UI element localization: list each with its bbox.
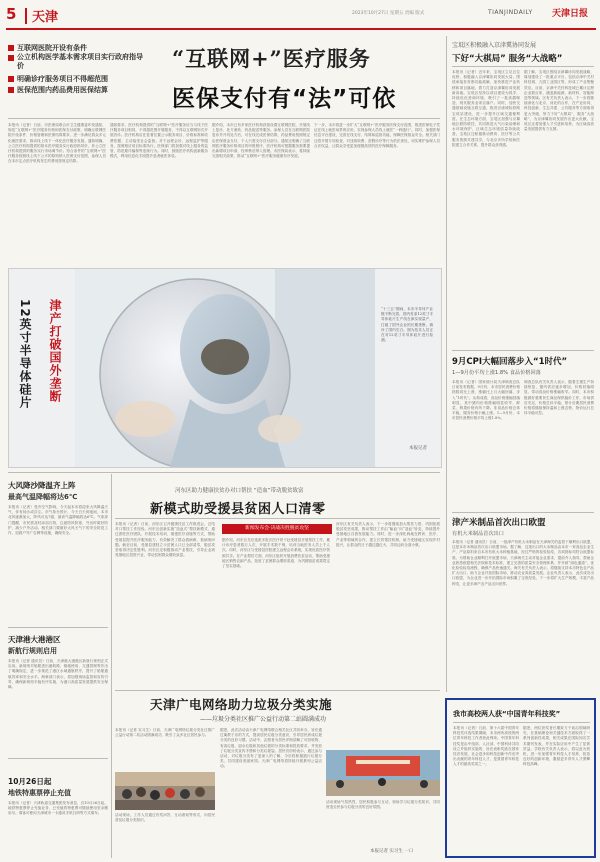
right-body-column: 本报讯（记者）近年来，宝坻区立足区位优势，积极融入京津冀协同发展大局，围绕承接非首都功能疏解，加快推进产业转移和项目落地，着力打造京津冀协同发展新高地。宝坻区坚持以项目建设为抓手，持续优化营商环境，吸引了一批高端制造、现代服务业项目落户。同时，加快交通基础设施互联互通，推进京唐城际铁路宝坻站建设，进一步提升区域交通便利度。在生态环境方面，宝坻区加强与京冀地区联防联控，共同推进大气污染治理和水环境保护，区域生态环境质量持续改善。宝坻区还积极推动教育、医疗等公共服务资源共建共享，与北京多所学校和医院建立合作关系，提升群众获得感。 bbox=[452, 70, 520, 147]
right-subhead-2: 1—9月份平均上涨1.8% 食品价格回落 bbox=[452, 370, 541, 376]
photo-caption: “十三五”期间，本市半导体产业链不断完善，国内首条12英寸半导体硅片生产线在津实现量产，打破了国外企业的长期垄断，填补了国内空白。图为技术人员正在对12英寸半导体硅片进行检测。 bbox=[381, 307, 433, 343]
left-rule bbox=[8, 627, 108, 628]
lead-body-column: 本报讯（记者）日前，市医保局联合市卫生健康委印发通知，规范“互联网+”医疗服务价格和医保支付政策，明确互联网医院开设条件、价格管理和医保结算要求，进一步满足群众多元化就医需求，推动线上线下一体化医疗服务发展。通知明确，公立医疗机构提供的基本医疗服务实行政府指导价，非公立医疗机构提供的服务实行市场调节价。符合条件的“互联网+”医疗服务按照线上线下公平的原则纳入医保支付范围，参保人员在本市定点医疗机构发生的费用按规定结算。 bbox=[8, 123, 106, 164]
boxed-headline: 我市高校两人获“中国青年科技奖” bbox=[453, 710, 561, 718]
left-headline-2: 天津港大港港区 bbox=[8, 635, 61, 644]
left-headline-1: 大风降沙降温齐上阵 bbox=[8, 481, 76, 490]
right-kicker-1: 宝坻区积极融入京津冀协同发展 bbox=[452, 42, 537, 49]
middle-rule bbox=[115, 518, 440, 519]
left-subhead-1: 最高气温降幅将达6℃ bbox=[8, 493, 78, 501]
page-number: 5 bbox=[6, 5, 17, 23]
paper-name-en: TIANJINDAILY bbox=[488, 9, 533, 16]
section-separator bbox=[452, 350, 594, 351]
boxed-story bbox=[445, 698, 596, 858]
square-bullet-icon bbox=[8, 45, 14, 51]
photo-frame bbox=[8, 268, 442, 468]
masthead bbox=[0, 0, 600, 32]
square-bullet-icon bbox=[8, 87, 14, 93]
middle-body-column: 河东区有关负责人表示，下一步将继续加大帮扶力度，巩固拓展脱贫攻坚成果，推动帮扶工作由“输血”向“造血”转变，持续提升受援地区自我发展能力。同时，进一步深化两地在教育、医疗、产业等领域的合作，建立长效帮扶机制，助力受援地区实现乡村振兴，让群众的日子越过越红火，共同迈向全面小康。 bbox=[336, 522, 440, 547]
boxed-body-column: 本报讯（记者）日前，第十六届中国青年科技奖评选结果揭晓，本市两所高校的两位青年科技工作者获此殊荣。中国青年科技奖是由中组部、人社部、中国科协共同设立并组织实施的，旨在表彰奖励在国家经济发展、社会进步和科技创新中作出突出贡献的青年科技人才，是我国青年科技人才的最高奖项之一。 bbox=[453, 726, 519, 767]
photo-credit: 本报记者 bbox=[409, 446, 427, 451]
paper-logo: 天津日报 bbox=[552, 9, 589, 19]
bottom-headline: 天津广电网络助力垃圾分类实施 bbox=[150, 697, 333, 712]
lead-bullets bbox=[8, 42, 158, 95]
boxed-rule bbox=[453, 722, 590, 723]
right-body-column: 据了解，宝坻区围绕京津冀协同发展战略，谋划建设了一批重点平台，包括京津中关村科技城、九园工业园区等，形成了产业集聚效应。目前，京津中关村科技城已累计注册企业数百家，涵盖新能源、新材料、智能制造等领域。区有关负责人表示，下一步将继续深化与北京、河北的合作，在产业协同、科技创新、生态共建、公共服务等方面取得更大突破，努力下好“大棋局”，服务“大战略”，为京津冀协同发展作出更大贡献。宝坻区还将加强人才引进和培养，为区域高质量发展提供有力支撑。 bbox=[524, 70, 594, 132]
bottom-body-column: 本报讯（记者 实习生）日前，天津广电网络垃圾分类社区推广公益行动第二站活动圆满成功，吸引了众多社区居民参与。 bbox=[115, 728, 215, 738]
technician-goggles bbox=[201, 339, 249, 375]
bottom-body-column: 活动现场，工作人员通过有奖问答、互动游戏等形式，向居民普及垃圾分类知识。 bbox=[115, 813, 215, 823]
lead-body-column: 通知要求，医疗机构提供的“互联网+”医疗服务应当与线下医疗服务项目相同，不得超范围开展服务，不得以互联网形式开展首诊。医疗机构应在显著位置公示服务项目、价格标准和收费依据，主动接受社会监督。对于远程会诊、远程监护等服务，按照相应项目标准执行。医保部门将加强对线上服务的监管，防范欺诈骗保等违规行为。同时，鼓励医疗机构创新服务模式，利用信息化手段提升患者就医体验。 bbox=[110, 123, 208, 159]
middle-body-column: 本报讯（记者）日前，河东区召开健康扶贫工作推进会，总结对口帮扶工作经验。河东区创新实施“造血式”帮扶新模式，通过派驻医疗团队、开展技术培训、援建医疗设施等方式，帮助受援县提升医疗服务能力，有效解决了群众看病难、看病贵问题。截至目前，受援县建档立卡贫困人口已全部清零，脱贫攻坚取得决定性胜利。河东区还积极推动产业帮扶，引导企业到受援地区投资兴业，带动贫困群众增收致富。 bbox=[115, 522, 215, 558]
bottom-photo-credit: 本报记者 实习生 一口 bbox=[370, 849, 414, 854]
lead-bullet: 明确诊疗服务项目不得超范围 bbox=[8, 73, 158, 84]
wafer-inspection-photo bbox=[75, 269, 375, 467]
right-body-column: 调查总队有关负责人表示，随着生猪生产持续恢复，猪肉供应逐步增加，价格回落明显，带动食品价格涨幅收窄。同时，本市积极做好重要民生商品保供稳价工作，市场供应充足，价格总体平稳。预计后期居民消费价格将继续保持温和上涨态势，物价运行总体平稳可控。 bbox=[524, 380, 594, 416]
middle-body-column: 据介绍，河东区先后选派多批次医疗骨干赴受援县开展帮扶工作，累计诊疗患者数万人次，开展手术数千例，培训当地医务人员上千人次。同时，河东区与受援县医院建立远程会诊系统，实现优质医疗资源共享。在产业帮扶方面，河东区组织开展消费扶贫活动，帮助受援地区销售农副产品，拓宽了贫困群众增收渠道，为巩固脱贫成果奠定了坚实基础。 bbox=[222, 538, 330, 569]
vertical-headline-1: 津产打破国外垄断 bbox=[48, 299, 62, 403]
stage-event-photo bbox=[326, 750, 440, 796]
masthead-rule bbox=[6, 28, 596, 30]
gloved-hand bbox=[258, 415, 302, 443]
left-body-column: 本报讯（记者 通讯员）日前，天津港大港港区新航行规则正式启用。新规则对船舶进出港航路、锚地使用、交通管制等作出了明确规定，进一步规范了港区水域通航秩序，提升了船舶通航效率和安全水平。海事部门表示，将加强现场监管和宣传引导，确保新规则平稳有序实施，为港口高质量发展提供安全保障。 bbox=[8, 659, 108, 690]
bottom-subhead: ——垃圾分类社区推广公益行动第二站圆满成功 bbox=[200, 716, 327, 723]
middle-headline: 新模式助受援县贫困人口清零 bbox=[150, 502, 326, 517]
right-body-column: 本报讯（记者 通讯员）日前，一批津产有机大米制品在天津海关的监管下顺利出口欧盟，这是本市米制品首次出口欧盟市场。据了解，这批出口的大米制品由本市一家食品企业生产，产品原料来自本市有机大米种植基地，经过严格的检验检疫，各项指标均符合欧盟标准。为帮助企业顺利打开欧盟市场，天津海关主动对接企业需求，提前介入指导，帮助企业熟悉欧盟相关法规和技术标准，建立完善的质量安全管理体系，并开辟“绿色通道”，优化检验检疫流程，确保产品快速通关。海关有关负责人表示，将继续支持本市特色农产品扩大出口，助力企业开拓国际市场，推动农业高质量发展。企业负责人表示，此次成功出口欧盟，为企业进一步开拓国际市场积累了宝贵经验，下一步将扩大生产规模，丰富产品种类，让更多津产农产品走向世界。 bbox=[452, 540, 594, 586]
right-rule bbox=[452, 66, 594, 67]
left-body-column: 本报讯（记者）天津轨道交通集团发布消息，自10月26日起，地铁特惠票停止充值业务，已充值的特惠票可继续使用至余额用尽。乘客可使用天津城市一卡通或手机扫码等方式乘车。 bbox=[8, 801, 108, 816]
lead-body-column: 据介绍，本市已有多家医疗机构获批设置互联网医院，开展线上复诊、处方流转、药品配送等服务。参保人员在互联网医院复诊并开具处方后，可在线完成医保结算，药品费用按照规定由医保基金支付，个人只需支付自付部分。通知还明确了互联网医疗服务价格项目的申报程序，医疗机构可根据服务需要提出新增项目申请，经审核后纳入管理。市医保局表示，将持续完善相关政策，推动“互联网+”医疗服务健康有序发展。 bbox=[212, 123, 310, 159]
lead-bullet: 公立机构医学基本需求项目实行政府指导价 bbox=[8, 53, 158, 73]
vertical-headline-2: 12英寸半导体硅片 bbox=[18, 299, 32, 409]
section-name: 天津 bbox=[32, 10, 59, 25]
lead-headline-2: 医保支付有“法”可依 bbox=[172, 86, 397, 112]
bottom-body-column: 据悉，此次活动由天津广电网络联合相关社区共同举办，旨在通过寓教于乐的方式，提高居民垃圾分类意识，引导居民养成垃圾分类的良好习惯。活动中，志愿者为居民详细讲解了可回收物、有害垃圾、厨余垃圾和其他垃圾的分类标准和投放要求，并发放了垃圾分类宣传手册和分类垃圾袋。居民们纷纷表示，通过参与活动，对垃圾分类有了更深入的了解，今后将积极践行垃圾分类，共同建设美丽家园。天津广电网络将持续开展系列公益活动。 bbox=[220, 728, 322, 769]
left-subhead-2: 新航行规则启用 bbox=[8, 647, 57, 655]
square-bullet-icon bbox=[8, 76, 14, 82]
bottom-body-column: 活动现场气氛热烈，居民积极参与互动，现场学习垃圾分类知识，共同营造全民参与垃圾分类的良好氛围。 bbox=[326, 800, 440, 810]
column-separator bbox=[446, 36, 447, 692]
right-headline-1: 下好“大棋局” 服务“大战略” bbox=[452, 54, 563, 64]
right-body-column: 本报讯（记者）国家统计局天津调查总队日前发布数据，9月份，本市居民消费价格指数同比上涨，涨幅比上月大幅回落，步入“1时代”。从构成看，食品价格涨幅回落明显，其中猪肉价格涨幅明显收窄，鲜菜、鲜果价格有所下降。非食品价格总体平稳，服务价格小幅上涨。1—9月份，本市居民消费价格平均上涨1.8%。 bbox=[452, 380, 520, 421]
section-separator bbox=[8, 472, 440, 473]
left-rule bbox=[8, 758, 108, 759]
left-headline-3: 10月26日起 bbox=[8, 777, 52, 786]
lead-headline-1: “互联网+”医疗服务 bbox=[172, 46, 371, 71]
right-subhead-3: 有机大米制品首次出口 bbox=[452, 531, 504, 537]
square-bullet-icon bbox=[8, 55, 14, 61]
right-headline-3: 津产米制品首次出口欧盟 bbox=[452, 518, 546, 528]
lead-bullet: 互联网医院开设有条件 bbox=[8, 42, 158, 53]
boxed-body-column: 据悉，两位获奖者长期致力于前沿领域研究，在基础理论和关键技术方面取得了一系列创新性成果，相关成果在国际知名学术期刊发表，并在实际应用中产生了显著效益。学校有关负责人表示，将以此为契机，进一步加强青年科技人才培养，营造良好的创新环境，激励更多青年人才勇攀科技高峰。 bbox=[523, 726, 590, 767]
masthead-divider-mark bbox=[25, 8, 27, 24]
middle-tag: 新闻发布会·决战决胜脱贫攻坚 bbox=[222, 524, 332, 534]
lead-body-column: 下一步，本市将进一步扩大“互联网+”医疗服务医保支付范围，推进医保电子凭证在线上就医场景的应用，实现参保人员线上就医“一码通行”。同时，加强医保信息平台建设，完善在线支付、结算和监管功能，保障医保基金安全。相关部门还将开展专项检查，对违规收费、虚假诊疗等行为依法查处，切实维护参保人员合法权益，让群众享受更加便捷高效的医疗保障服务。 bbox=[314, 123, 440, 148]
lead-rule bbox=[8, 118, 440, 119]
column-separator bbox=[111, 474, 112, 858]
section-separator bbox=[452, 512, 594, 513]
community-event-photo bbox=[115, 772, 215, 810]
bottom-rule bbox=[115, 690, 440, 691]
gloved-hand bbox=[115, 401, 175, 437]
middle-kicker: 河东区助力健康扶贫办对口帮扶 “造血”带动脱贫致富 bbox=[175, 488, 304, 494]
left-body-column: 本报讯（记者）受冷空气影响，今天起本市将迎来大风降温天气，伴有扬沙或浮尘。市气象台预计，今天白天到夜间，本市北风逐渐加大，阵风可达7级，最高气温降幅将达6℃。气象部门提醒，市民需及时添加衣物，注意防风防寒，外出时做好防护，减少户外活动。相关部门要做好大风天气下的安全防范工作，加固户外广告牌等设施，确保安全。 bbox=[8, 505, 108, 536]
lead-bullet: 医保范围内药品费用医保结算 bbox=[8, 84, 158, 95]
right-headline-2: 9月CPI大幅回落步入“1时代” bbox=[452, 357, 568, 367]
date-line: 2023年10月27日 星期五 责编 版式 bbox=[352, 11, 425, 16]
left-subhead-3: 地铁特惠票停止充值 bbox=[8, 789, 71, 797]
